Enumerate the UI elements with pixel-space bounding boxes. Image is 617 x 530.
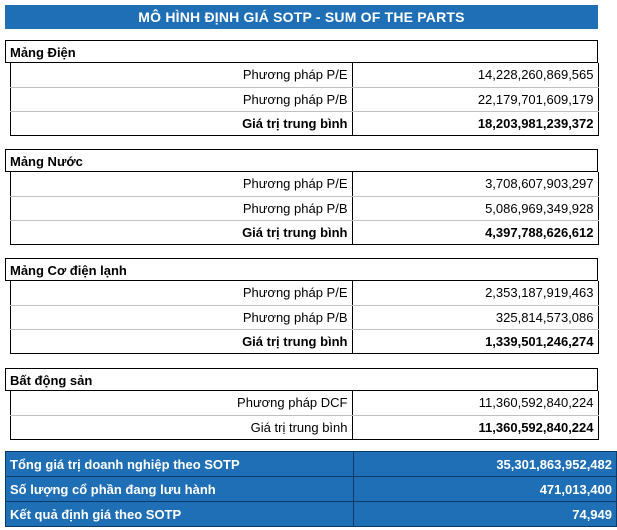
- section-header: Bất động sản: [5, 368, 598, 391]
- table-row: [5, 391, 598, 415]
- row-value: 18,203,981,239,372: [352, 111, 598, 135]
- row-label: Phương pháp P/E: [10, 281, 352, 305]
- summary-value: 35,301,863,952,482: [354, 452, 617, 477]
- row-value: 325,814,573,086: [352, 305, 598, 329]
- summary-label: Số lượng cổ phần đang lưu hành: [6, 477, 354, 502]
- row-value: 11,360,592,840,224: [352, 415, 598, 439]
- section-header: Mảng Điện: [5, 40, 598, 63]
- summary-table: [5, 451, 617, 527]
- row-label: Phương pháp DCF: [10, 391, 352, 415]
- row-label: Phương pháp P/B: [10, 87, 352, 111]
- table-row: [5, 281, 598, 305]
- table-row: [5, 172, 598, 196]
- row-value: 5,086,969,349,928: [352, 196, 598, 220]
- row-label: Phương pháp P/B: [10, 305, 352, 329]
- row-value: 22,179,701,609,179: [352, 87, 598, 111]
- row-label: Giá trị trung bình: [10, 220, 352, 244]
- row-value: 1,339,501,246,274: [352, 329, 598, 353]
- average-row: [5, 329, 598, 353]
- summary-value: 471,013,400: [354, 477, 617, 502]
- summary-row-shares: [6, 477, 617, 502]
- section-electric: [5, 40, 598, 136]
- section-water: [5, 149, 598, 245]
- average-row: [5, 415, 598, 439]
- average-row: [5, 220, 598, 244]
- average-row: [5, 111, 598, 135]
- section-header: Mảng Cơ điện lạnh: [5, 258, 598, 281]
- row-value: 11,360,592,840,224: [352, 391, 598, 415]
- row-label: Phương pháp P/B: [10, 196, 352, 220]
- page-title: MÔ HÌNH ĐỊNH GIÁ SOTP - SUM OF THE PARTS: [5, 5, 598, 29]
- summary-value: 74,949: [354, 502, 617, 527]
- table-row: [5, 63, 598, 87]
- row-value: 2,353,187,919,463: [352, 281, 598, 305]
- summary-row-total-ev: [6, 452, 617, 477]
- table-row: [5, 87, 598, 111]
- section-mep: [5, 258, 598, 354]
- summary-label: Kết quả định giá theo SOTP: [6, 502, 354, 527]
- row-label: Giá trị trung bình: [10, 111, 352, 135]
- table-row: [5, 305, 598, 329]
- row-label: Phương pháp P/E: [10, 63, 352, 87]
- row-value: 3,708,607,903,297: [352, 172, 598, 196]
- section-real-estate: [5, 368, 598, 440]
- row-label: Giá trị trung bình: [10, 329, 352, 353]
- summary-label: Tổng giá trị doanh nghiệp theo SOTP: [6, 452, 354, 477]
- section-header: Mảng Nước: [5, 149, 598, 172]
- row-value: 4,397,788,626,612: [352, 220, 598, 244]
- row-label: Phương pháp P/E: [10, 172, 352, 196]
- row-label: Giá trị trung bình: [10, 415, 352, 439]
- table-row: [5, 196, 598, 220]
- row-value: 14,228,260,869,565: [352, 63, 598, 87]
- summary-row-result: [6, 502, 617, 527]
